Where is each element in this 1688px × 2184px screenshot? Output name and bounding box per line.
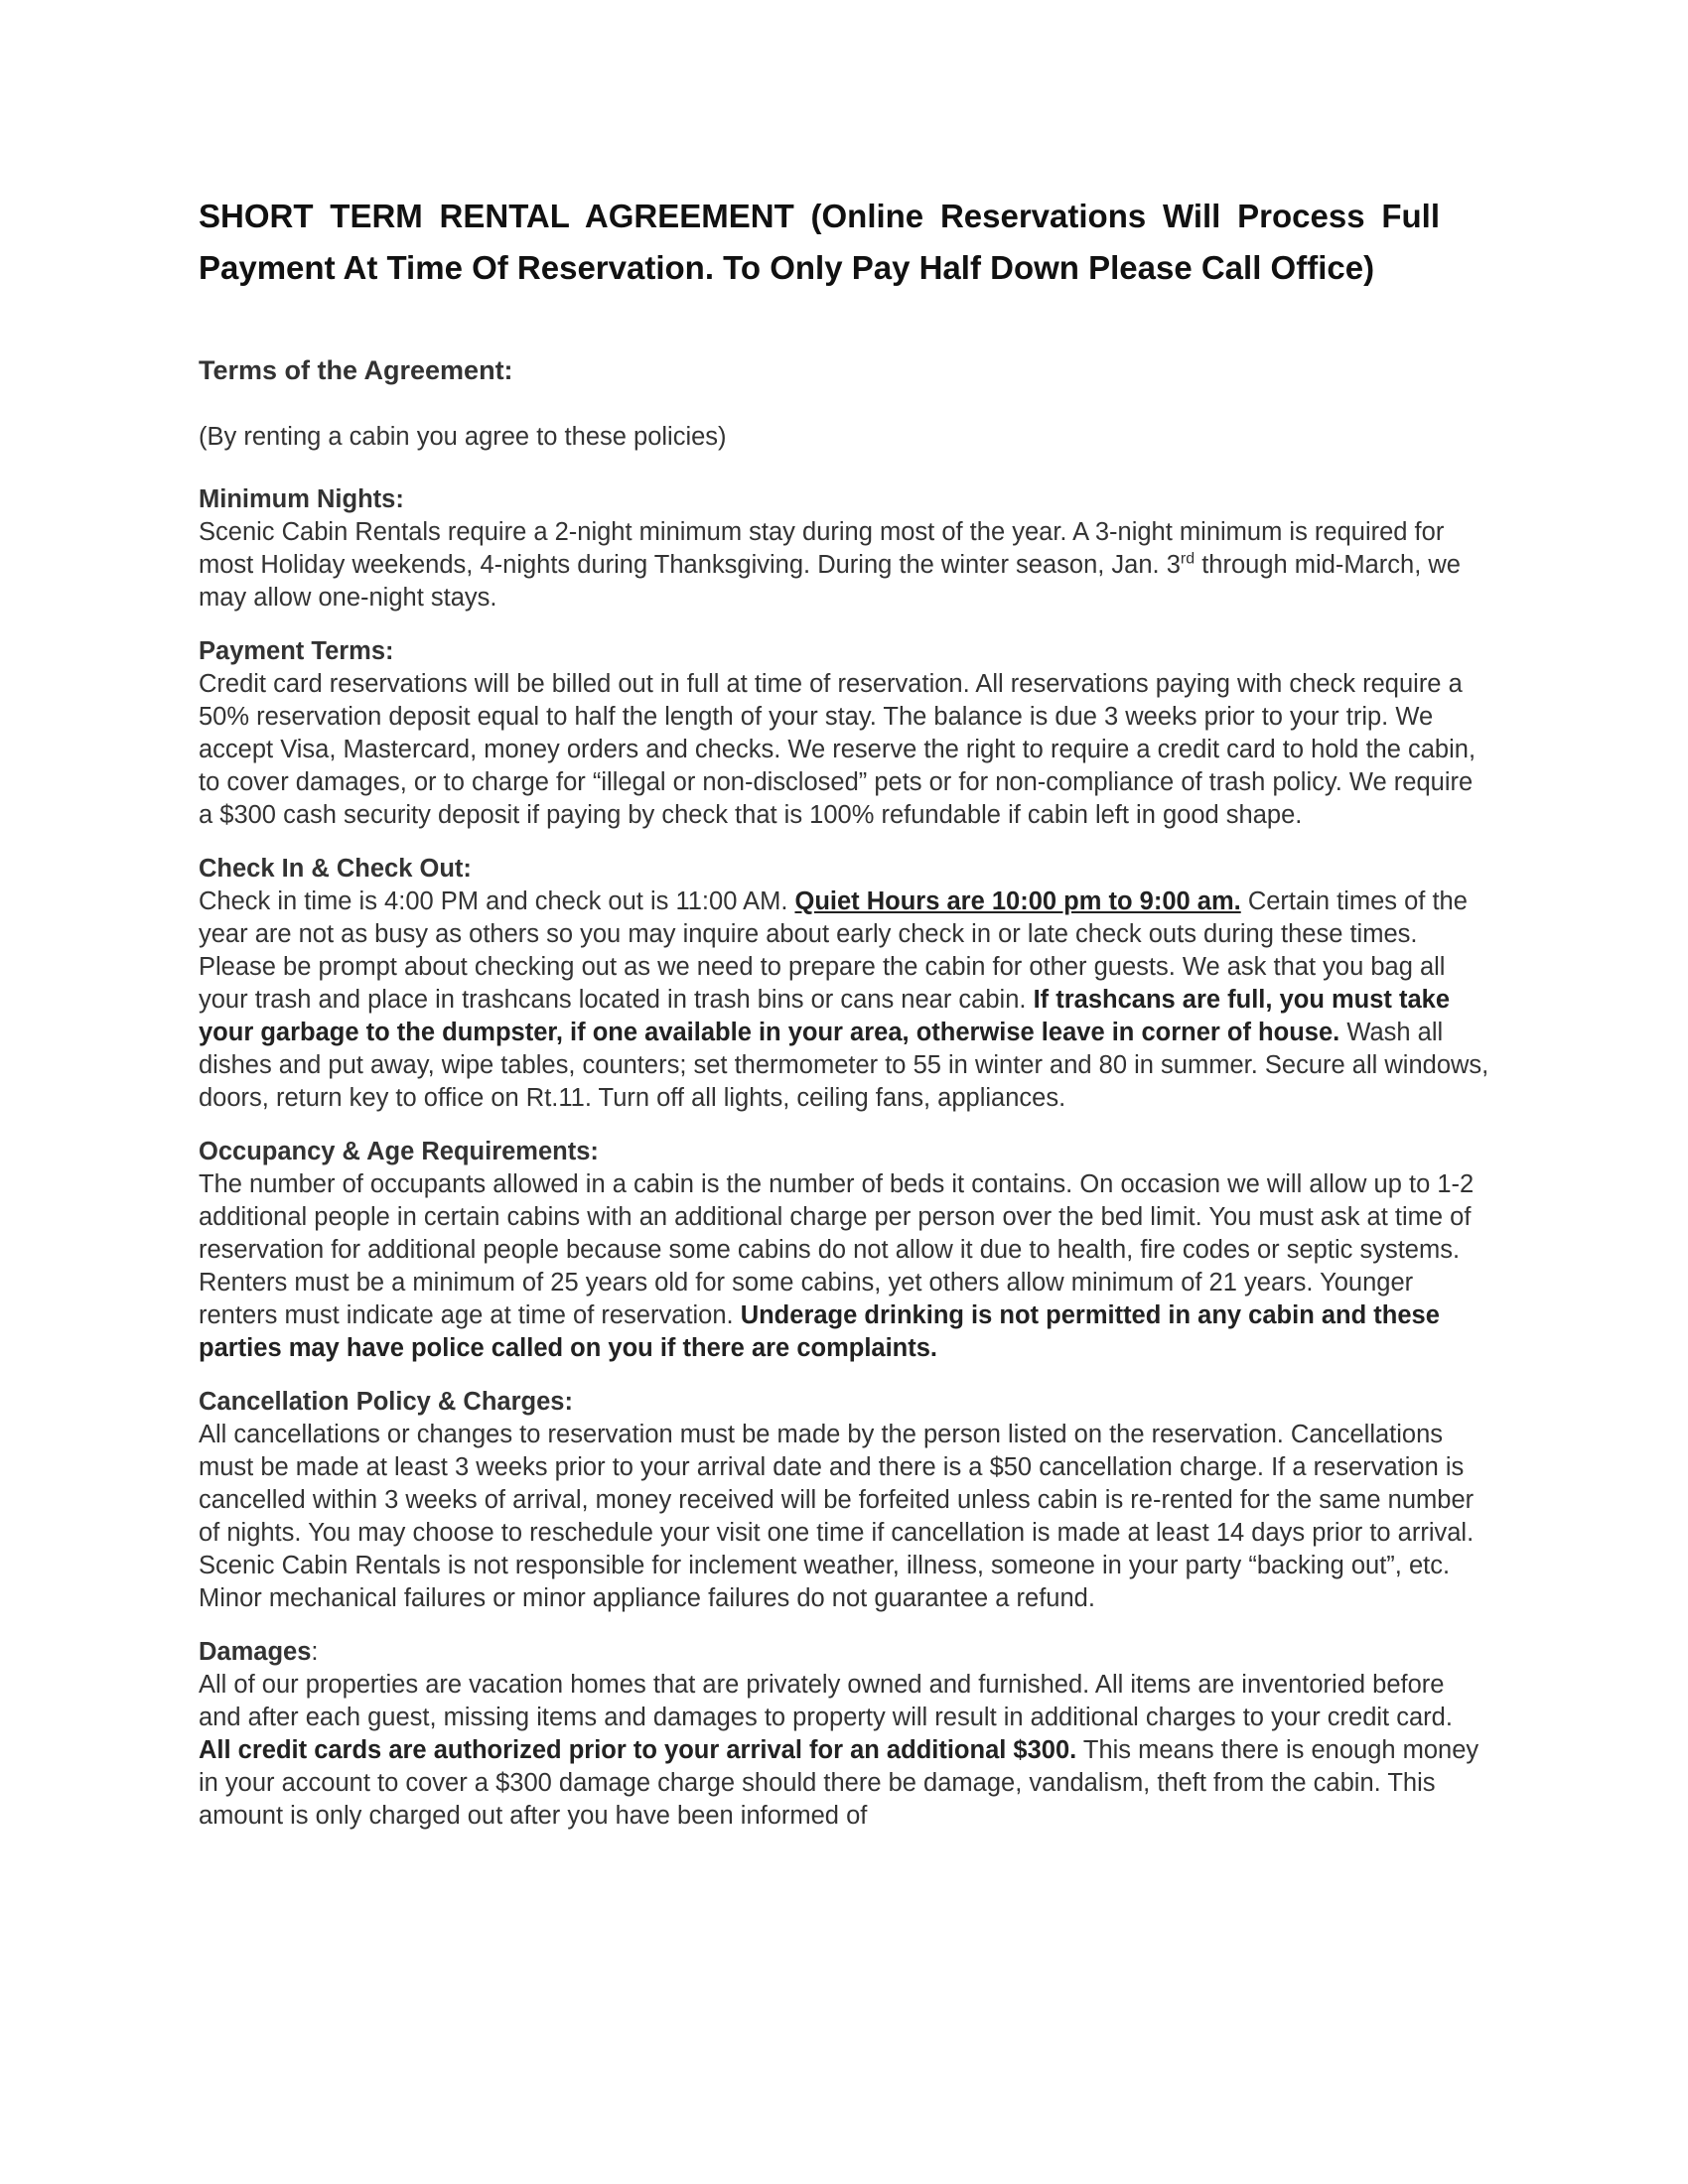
section-body-payment-terms: Credit card reservations will be billed out in full at time of reservation. All reservations paying with check require a 50% reservation deposit equal to half the length of your stay. The balance is due 3 weeks prior to your trip. We accept Visa, Mastercard, money orders and checks. We reserve the right to require a credit card to hold the cabin, to cover damages, or to charge for “illegal or non-disclosed” pets or for non-compliance of trash policy. We require a $300 cash security deposit if paying by check that is 100% refundable if cabin left in good shape. [199,670,1477,829]
terms-intro: (By renting a cabin you agree to these policies) [199,423,727,451]
check-in-text-3: Wash all dishes and put away, wipe tables, counters; set thermometer to 55 in winter and 80 in summer. Secure all windows, doors, return key to office on Rt.11. Turn off all lights, ceiling fans, appliances. [199,1019,1489,1112]
section-body-cancellation: All cancellations or changes to reservation must be made by the person listed on the reservation. Cancellations must be made at least 3 weeks prior to your arrival date and there is a $50 cancellation charge. If a reservation is cancelled within 3 weeks of arrival, money received will be forfeited unless cabin is re-rented for the same number of nights. You may choose to reschedule your visit one time if cancellation is made at least 14 days prior to arrival. Scenic Cabin Rentals is not responsible for inclement weather, illness, someone in your party “backing out”, etc. Minor mechanical failures or minor appliance failures do not guarantee a refund. [199,1421,1475,1612]
section-heading-damages [199,1636,1489,1669]
ordinal-suffix: rd [1180,550,1196,568]
underage-drinking-notice: Underage drinking is not permitted in any cabin and these parties may have police called on you if there are complaints. [199,1301,1440,1362]
occupancy-text: The number of occupants allowed in a cabin is the number of beds it contains. On occasion we will allow up to 1-2 additional people in certain cabins with an additional charge per person over the bed limit. You must ask at time of reservation for additional people because some cabins do not allow it due to health, fire codes or septic systems. Renters must be a minimum of 25 years old for some cabins, yet others allow minimum of 21 years. Younger renters must indicate age at time of reservation. [199,1170,1475,1329]
section-damages [199,1636,1489,1833]
check-in-text-1: Check in time is 4:00 PM and check out is 11:00 AM. [199,887,795,915]
section-payment-terms [199,635,1489,832]
agreement-page [199,191,1489,1853]
credit-card-authorization-notice: All credit cards are authorized prior to your arrival for an additional $300. [199,1736,1077,1764]
check-in-text-2: Certain times of the year are not as busy as others so you may inquire about early check in or late check outs during these times. Please be prompt about checking out as we need to prepare the cabin for other guests. We ask that you bag all your trash and place in trashcans located in trash bins or cans near cabin. [199,887,1468,1014]
document-title: SHORT TERM RENTAL AGREEMENT (Online Reservations Will Process Full Payment At Time Of Reservation. To Only Pay Half Down Please Call Office) [199,198,1440,286]
section-heading-payment-terms: Payment Terms: [199,637,394,665]
section-heading-minimum-nights: Minimum Nights: [199,485,404,513]
section-heading-check-in-out: Check In & Check Out: [199,855,472,883]
section-body-check-in-out [199,886,1489,1115]
section-occupancy [199,1136,1489,1365]
damages-text-1: All of our properties are vacation homes that are privately owned and furnished. All items are inventoried before and after each guest, missing items and damages to property will result in additional charges to your credit card. [199,1671,1453,1731]
section-heading-cancellation: Cancellation Policy & Charges: [199,1388,573,1416]
section-minimum-nights [199,483,1489,614]
section-body-minimum-nights [199,516,1489,614]
damages-text-2: This means there is enough money in your account to cover a $300 damage charge should there be damage, vandalism, theft from the cabin. This amount is only charged out after you have been informed of [199,1736,1479,1830]
damages-heading-colon: : [311,1638,319,1666]
terms-heading: Terms of the Agreement: [199,355,513,385]
damages-heading-text: Damages [199,1638,312,1666]
minimum-nights-text-2: through mid-March, we may allow one-night stays. [199,551,1461,612]
trash-policy-notice: If trashcans are full, you must take your garbage to the dumpster, if one available in your area, otherwise leave in corner of house. [199,986,1451,1046]
section-cancellation [199,1386,1489,1615]
section-heading-occupancy: Occupancy & Age Requirements: [199,1138,599,1165]
section-body-occupancy [199,1168,1489,1365]
quiet-hours-notice: Quiet Hours are 10:00 pm to 9:00 am. [794,887,1241,915]
section-body-damages [199,1669,1489,1833]
section-check-in-out [199,853,1489,1115]
minimum-nights-text-1: Scenic Cabin Rentals require a 2-night minimum stay during most of the year. A 3-night minimum is required for most Holiday weekends, 4-nights during Thanksgiving. During the winter season, Jan. 3 [199,518,1445,579]
